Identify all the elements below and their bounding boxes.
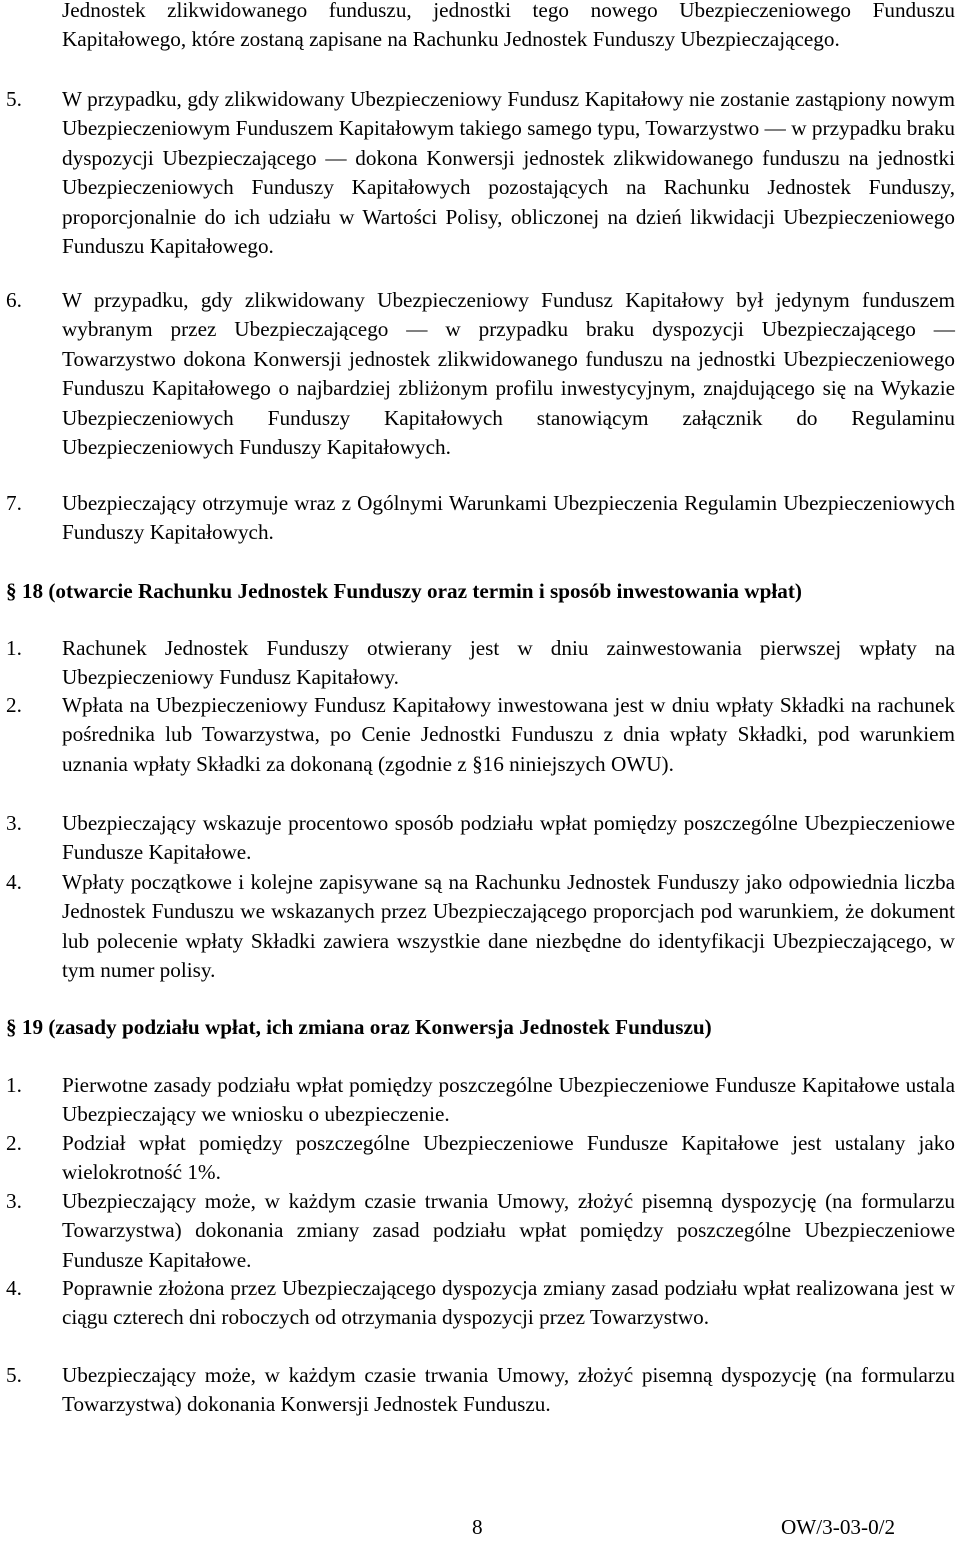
list-item: Wpłata na Ubezpieczeniowy Fundusz Kapitałowy inwestowana jest w dniu wpłaty Składki na rachunek pośrednika lub Towarzystwa, po Cenie Jednostki Funduszu z dnia wpłaty Składki, pod warunkiem uznania wpłaty Składki za dokonaną (zgodnie z §16 niniejszych OWU). — [62, 693, 955, 776]
item-number: 5. — [6, 1363, 22, 1387]
item-number: 2. — [6, 1131, 22, 1155]
item-number: 4. — [6, 1276, 22, 1300]
list-item: Podział wpłat pomiędzy poszczególne Ubezpieczeniowe Fundusze Kapitałowe jest ustalany jako wielokrotność 1%. — [62, 1131, 955, 1185]
item-number: 2. — [6, 693, 22, 717]
section-heading: § 19 (zasady podziału wpłat, ich zmiana oraz Konwersja Jednostek Funduszu) — [6, 1015, 712, 1039]
document-code: OW/3-03-0/2 — [781, 1515, 896, 1539]
item-number: 1. — [6, 636, 22, 660]
list-item: Ubezpieczający może, w każdym czasie trwania Umowy, złożyć pisemną dyspozycję (na formularzu Towarzystwa) dokonania zmiany zasad podziału wpłat pomiędzy poszczególne Ubezpieczeniowe Fundusze Kapitałowe. — [62, 1189, 955, 1272]
item-number: 5. — [6, 87, 22, 111]
list-item: Ubezpieczający wskazuje procentowo sposób podziału wpłat pomiędzy poszczególne Ubezpieczeniowe Fundusze Kapitałowe. — [62, 811, 955, 865]
item-number: 6. — [6, 288, 22, 312]
section-heading: § 18 (otwarcie Rachunku Jednostek Funduszy oraz termin i sposób inwestowania wpłat) — [6, 579, 802, 603]
list-item: Wpłaty początkowe i kolejne zapisywane są na Rachunku Jednostek Funduszy jako odpowiednia liczba Jednostek Funduszu we wskazanych przez Ubezpieczającego proporcjach pod warunkiem, że dokument lub polecenie wpłaty Składki zawiera wszystkie dane niezbędne do identyfikacji Ubezpieczającego, w tym numer polisy. — [62, 870, 955, 983]
item-number: 3. — [6, 811, 22, 835]
page-number: 8 — [472, 1515, 483, 1539]
list-item: Ubezpieczający otrzymuje wraz z Ogólnymi Warunkami Ubezpieczenia Regulamin Ubezpieczeniowych Funduszy Kapitałowych. — [62, 491, 955, 545]
list-item: Pierwotne zasady podziału wpłat pomiędzy poszczególne Ubezpieczeniowe Fundusze Kapitałowe ustala Ubezpieczający we wniosku o ubezpieczenie. — [62, 1073, 955, 1127]
item-number: 7. — [6, 491, 22, 515]
list-item: W przypadku, gdy zlikwidowany Ubezpieczeniowy Fundusz Kapitałowy nie zostanie zastąpiony nowym Ubezpieczeniowym Funduszem Kapitałowym takiego samego typu, Towarzystwo — w przypadku braku dyspozycji Ubezpieczającego — dokona Konwersji jednostek zlikwidowanego funduszu na jednostki Ubezpieczeniowych Funduszy Kapitałowych pozostających na Rachunku Jednostek Funduszy, proporcjonalnie do ich udziału w Wartości Polisy, obliczonej na dzień likwidacji Ubezpieczeniowego Funduszu Kapitałowego. — [62, 87, 955, 259]
item-number: 4. — [6, 870, 22, 894]
list-item: W przypadku, gdy zlikwidowany Ubezpieczeniowy Fundusz Kapitałowy był jedynym funduszem wybranym przez Ubezpieczającego — w przypadku braku dyspozycji Ubezpieczającego — Towarzystwo dokona Konwersji jednostek zlikwidowanego funduszu na jednostki Ubezpieczeniowego Funduszu Kapitałowego o najbardziej zbliżonym profilu inwestycyjnym, znajdującego się na Wykazie Ubezpieczeniowych Funduszy Kapitałowych stanowiącym załącznik do Regulaminu Ubezpieczeniowych Funduszy Kapitałowych. — [62, 288, 955, 460]
item-number: 1. — [6, 1073, 22, 1097]
paragraph-continuation: Jednostek zlikwidowanego funduszu, jednostki tego nowego Ubezpieczeniowego Funduszu Kapitałowego, które zostaną zapisane na Rachunku Jednostek Funduszy Ubezpieczającego. — [62, 0, 955, 52]
item-number: 3. — [6, 1189, 22, 1213]
list-item: Rachunek Jednostek Funduszy otwierany jest w dniu zainwestowania pierwszej wpłaty na Ubezpieczeniowy Fundusz Kapitałowy. — [62, 636, 955, 690]
list-item: Poprawnie złożona przez Ubezpieczającego dyspozycja zmiany zasad podziału wpłat realizowana jest w ciągu czterech dni roboczych od otrzymania dyspozycji przez Towarzystwo. — [62, 1276, 955, 1330]
list-item: Ubezpieczający może, w każdym czasie trwania Umowy, złożyć pisemną dyspozycję (na formularzu Towarzystwa) dokonania Konwersji Jednostek Funduszu. — [62, 1363, 955, 1417]
